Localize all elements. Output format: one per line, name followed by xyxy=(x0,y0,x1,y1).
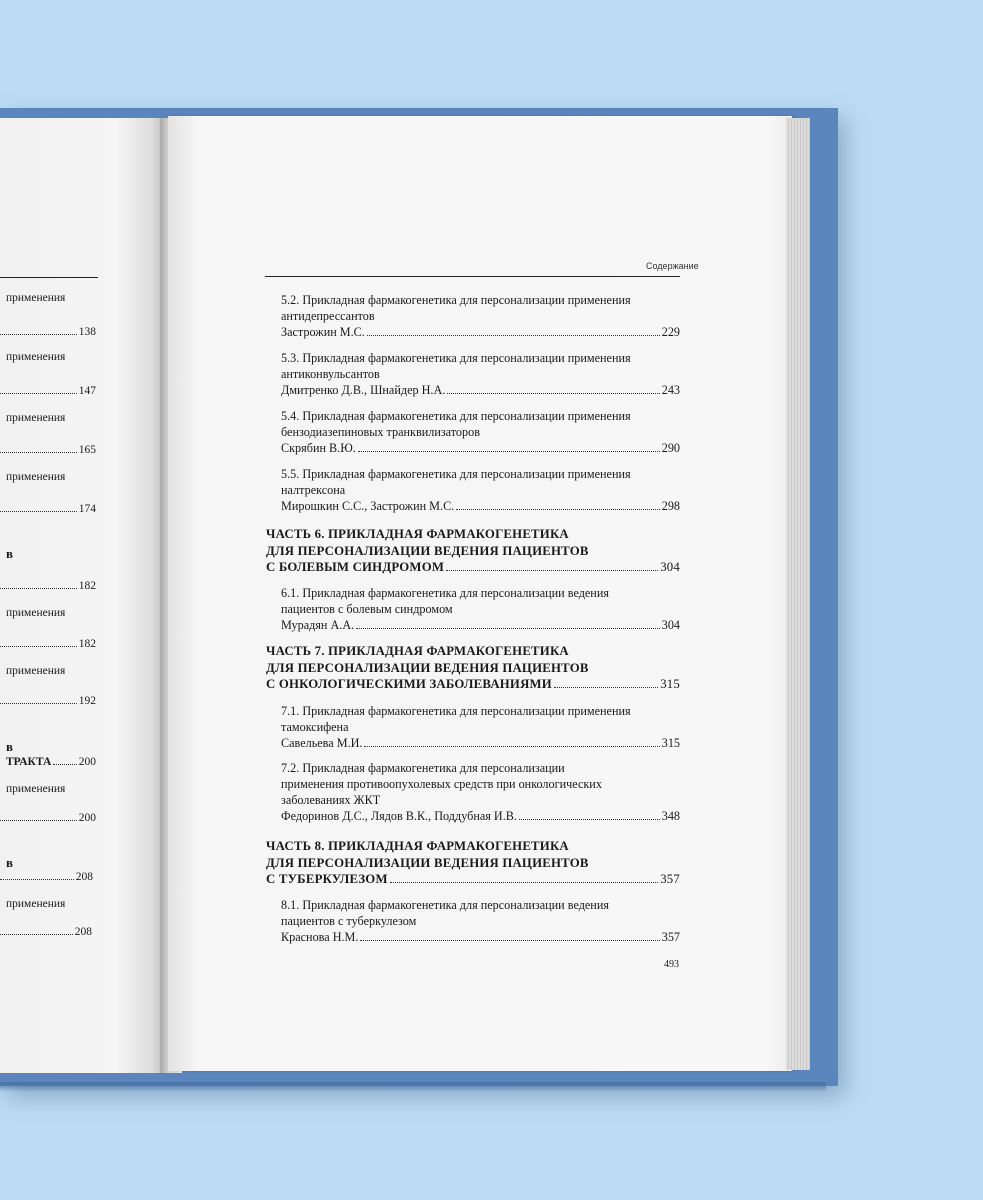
entry-leader xyxy=(281,324,680,340)
entry-authors: Мирошкин С.С., Застрожин М.С. xyxy=(281,499,455,513)
part-title-line: ЧАСТЬ 6. ПРИКЛАДНАЯ ФАРМАКОГЕНЕТИКА xyxy=(266,527,569,541)
entry-page: 298 xyxy=(661,499,680,513)
part-title-line: ДЛЯ ПЕРСОНАЛИЗАЦИИ ВЕДЕНИЯ ПАЦИЕНТОВ xyxy=(266,660,589,675)
entry-authors: Краснова Н.М. xyxy=(281,930,359,944)
left-line: 182 xyxy=(0,580,96,592)
entry-title-line: пациентов с туберкулезом xyxy=(281,914,417,928)
toc-entry[interactable] xyxy=(281,897,680,945)
entry-leader xyxy=(281,735,680,751)
left-line: 200 xyxy=(0,812,96,824)
header-rule xyxy=(265,276,680,277)
left-line: применения xyxy=(6,292,66,304)
entry-page: 348 xyxy=(661,809,680,823)
entry-page: 315 xyxy=(661,736,680,750)
entry-leader xyxy=(281,498,680,514)
part-page: 357 xyxy=(660,872,680,886)
part-page: 304 xyxy=(660,560,680,574)
left-line: в xyxy=(6,546,14,561)
toc-entry[interactable] xyxy=(281,760,680,824)
part-title-line: ЧАСТЬ 7. ПРИКЛАДНАЯ ФАРМАКОГЕНЕТИКА xyxy=(266,644,569,658)
left-line: 192 xyxy=(0,695,96,707)
left-line: 208 xyxy=(0,926,92,938)
entry-title-line: пациентов с болевым синдромом xyxy=(281,602,453,616)
left-line: применения xyxy=(6,607,66,619)
entry-page: 243 xyxy=(661,383,680,397)
left-line: ТРАКТА 200 xyxy=(6,756,96,768)
toc-part-heading[interactable] xyxy=(266,838,680,888)
part-title-line: С БОЛЕВЫМ СИНДРОМОМ xyxy=(266,560,445,574)
part-title-line: ЧАСТЬ 8. ПРИКЛАДНАЯ ФАРМАКОГЕНЕТИКА xyxy=(266,839,569,853)
left-line: применения xyxy=(6,783,66,795)
entry-title-line: антиконвульсантов xyxy=(281,367,380,381)
left-line: применения xyxy=(6,412,66,424)
entry-title-line: антидепрессантов xyxy=(281,309,375,323)
entry-leader xyxy=(281,808,680,824)
part-title-line: С ТУБЕРКУЛЕЗОМ xyxy=(266,872,388,886)
toc-entry[interactable] xyxy=(281,585,680,633)
part-page: 315 xyxy=(660,677,680,691)
entry-title-line: 7.2. Прикладная фармакогенетика для персонализации xyxy=(281,761,565,775)
entry-title-line: 5.2. Прикладная фармакогенетика для персонализации применения xyxy=(281,293,631,307)
entry-page: 304 xyxy=(661,618,680,632)
entry-authors: Федоринов Д.С., Лядов В.К., Поддубная И.В. xyxy=(281,809,517,823)
part-leader xyxy=(266,871,680,888)
cover-shadow xyxy=(0,1082,826,1092)
left-line: применения xyxy=(6,471,66,483)
entry-leader xyxy=(281,617,680,633)
left-line: 174 xyxy=(0,503,96,515)
part-leader xyxy=(266,559,680,576)
entry-title-line: 5.3. Прикладная фармакогенетика для персонализации применения xyxy=(281,351,631,365)
left-header-rule xyxy=(0,277,98,278)
entry-authors: Дмитренко Д.В., Шнайдер Н.А. xyxy=(281,383,446,397)
left-line: в xyxy=(6,855,14,870)
entry-title-line: бензодиазепиновых транквилизаторов xyxy=(281,425,480,439)
part-leader xyxy=(266,676,680,693)
entry-leader xyxy=(281,440,680,456)
entry-title-line: 7.1. Прикладная фармакогенетика для персонализации применения xyxy=(281,704,631,718)
left-line: в xyxy=(6,739,14,754)
left-line: применения xyxy=(6,665,66,677)
entry-authors: Мурадян А.А. xyxy=(281,618,355,632)
entry-title-line: применения противоопухолевых средств при онкологических xyxy=(281,777,602,791)
left-line: 147 xyxy=(0,385,96,397)
entry-page: 229 xyxy=(661,325,680,339)
running-head: Содержание xyxy=(646,261,699,271)
entry-authors: Застрожин М.С. xyxy=(281,325,365,339)
toc-part-heading[interactable] xyxy=(266,526,680,576)
part-title-line: ДЛЯ ПЕРСОНАЛИЗАЦИИ ВЕДЕНИЯ ПАЦИЕНТОВ xyxy=(266,855,589,870)
toc-part-heading[interactable] xyxy=(266,643,680,693)
entry-title-line: налтрексона xyxy=(281,483,346,497)
entry-title-line: 6.1. Прикладная фармакогенетика для персонализации ведения xyxy=(281,586,609,600)
page-edges xyxy=(786,118,810,1070)
toc-entry[interactable] xyxy=(281,466,680,514)
entry-page: 357 xyxy=(661,930,680,944)
entry-title-line: 8.1. Прикладная фармакогенетика для персонализации ведения xyxy=(281,898,609,912)
toc-entry[interactable] xyxy=(281,350,680,398)
entry-leader xyxy=(281,382,680,398)
entry-title-line: заболеваниях ЖКТ xyxy=(281,793,381,807)
left-line: применения xyxy=(6,898,66,910)
entry-title-line: 5.5. Прикладная фармакогенетика для персонализации применения xyxy=(281,467,631,481)
left-line: применения xyxy=(6,351,66,363)
page-number: 493 xyxy=(664,959,679,970)
entry-page: 290 xyxy=(661,441,680,455)
left-line: 165 xyxy=(0,444,96,456)
entry-authors: Скрябин В.Ю. xyxy=(281,441,356,455)
entry-title-line: тамоксифена xyxy=(281,720,349,734)
toc-entry[interactable] xyxy=(281,292,680,340)
toc-entry[interactable] xyxy=(281,703,680,751)
left-line: 182 xyxy=(0,638,96,650)
left-line: 138 xyxy=(0,326,96,338)
toc-entry[interactable] xyxy=(281,408,680,456)
left-line: 208 xyxy=(0,871,93,883)
entry-title-line: 5.4. Прикладная фармакогенетика для персонализации применения xyxy=(281,409,631,423)
part-title-line: ДЛЯ ПЕРСОНАЛИЗАЦИИ ВЕДЕНИЯ ПАЦИЕНТОВ xyxy=(266,543,589,558)
entry-leader xyxy=(281,929,680,945)
entry-authors: Савельева М.И. xyxy=(281,736,363,750)
part-title-line: С ОНКОЛОГИЧЕСКИМИ ЗАБОЛЕВАНИЯМИ xyxy=(266,677,552,691)
